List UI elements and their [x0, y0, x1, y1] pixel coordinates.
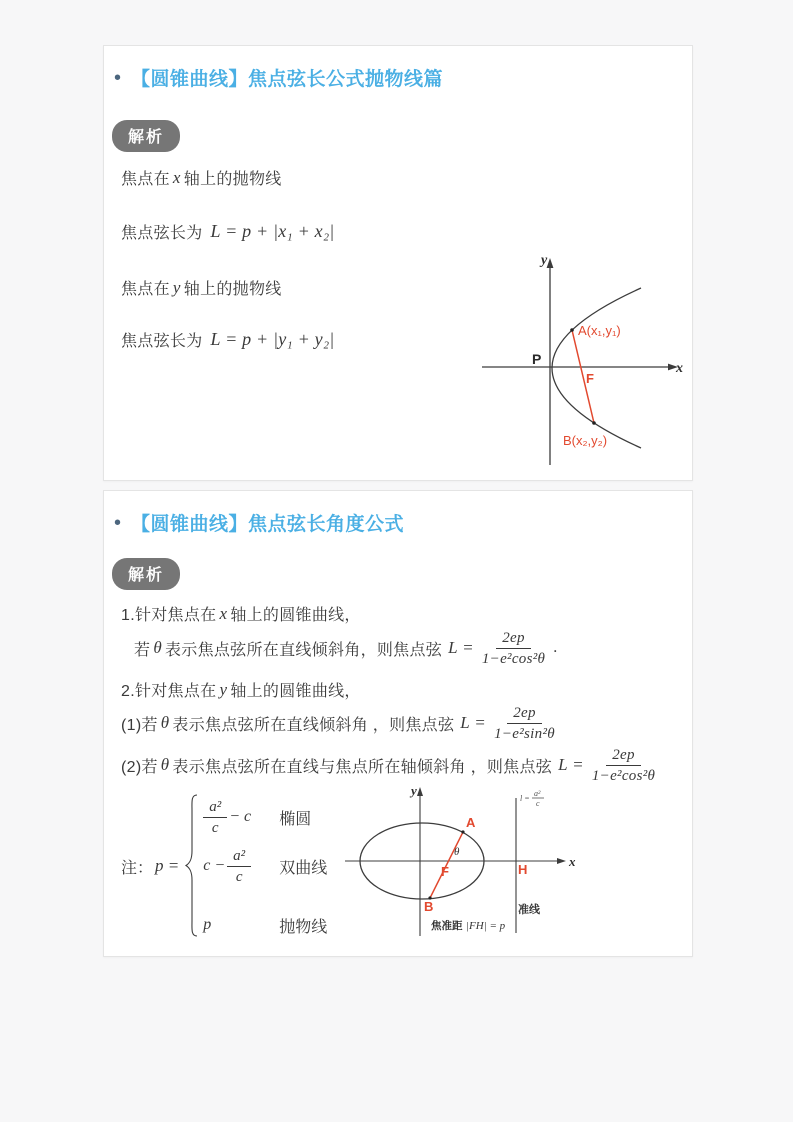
note-row-parabola: p 抛物线: [203, 914, 327, 937]
caption-text: 焦准距: [431, 920, 463, 932]
card2-line5: (2)若 θ 表示焦点弦所在直线与焦点所在轴倾斜角 ，则焦点弦 L = $\frac{2ep}{\text{1−e²cos²θ}}$: [121, 746, 656, 784]
x-axis-label: x: [569, 854, 576, 869]
bullet-icon: •: [114, 511, 122, 534]
focal-chord-formula-x: L = p + |x₁ + x₂|: [210, 221, 335, 241]
y-axis-label: y: [541, 253, 548, 268]
point-a-label: A(x₁,y₁): [578, 323, 621, 338]
card2-title: 【圆锥曲线】焦点弦长角度公式: [131, 514, 405, 535]
formula-lhs: L =: [460, 713, 487, 732]
parabola-diagram: [479, 251, 689, 469]
fraction: $\frac{2ep}{\text{1−e²sin²θ}}$: [494, 704, 555, 742]
point-b-label: B(x₂,y₂): [563, 433, 608, 448]
math-var-theta: θ: [153, 638, 162, 657]
case-name: 椭圆: [279, 810, 312, 828]
math-var: y: [172, 277, 181, 297]
note-label: 注：: [121, 859, 154, 877]
point-b-dot: [592, 421, 596, 425]
card-focal-chord-angle-formula: [103, 490, 693, 957]
point-a-dot: [570, 328, 574, 332]
directrix-eq-lhs: l =: [520, 794, 530, 803]
card1-line3: 焦点在 y 轴上的抛物线: [121, 277, 282, 298]
math-var: x: [172, 167, 181, 187]
formula-lhs: L =: [558, 755, 584, 774]
fraction: $\frac{2ep}{\text{1−e²cos²θ}}$: [481, 629, 546, 667]
directrix-name-label: 准线: [518, 904, 540, 916]
analysis-badge: 解析: [112, 558, 180, 590]
parabola-curve: [552, 288, 641, 448]
analysis-badge: 解析: [112, 120, 180, 152]
math-var: x: [219, 603, 228, 623]
directrix-eq-den: c: [536, 799, 540, 808]
x-axis-label: x: [676, 361, 683, 376]
ellipse-diagram: [341, 784, 601, 946]
math-var-theta: θ: [160, 755, 170, 774]
caption-math: |FH| = p: [466, 920, 506, 932]
note-cases: [203, 796, 327, 937]
card2-line2: 若 θ 表示焦点弦所在直线倾斜角，则焦点弦 L = $\frac{2ep}{\text{1−e²cos²θ}}$ .: [134, 629, 558, 667]
note-row-hyperbola: c − $\frac{\text{a²}}{c}$ 双曲线: [203, 847, 328, 885]
y-axis-arrow-icon: [547, 258, 554, 268]
card1-line1: 焦点在 x 轴上的抛物线: [121, 167, 282, 188]
fraction: $\frac{\text{a²}}{c}$: [203, 798, 227, 837]
p-equals: p =: [155, 856, 180, 875]
card2-line4: (1)若 θ 表示焦点弦所在直线倾斜角 ，则焦点弦 L = $\frac{2ep}{\text{1−e²sin²θ}}$: [121, 704, 555, 742]
math-var: y: [219, 679, 228, 699]
y-axis-arrow-icon: [417, 787, 423, 796]
y-axis-label: y: [411, 783, 417, 798]
focal-chord-formula-y: L = p + |y₁ + y₂|: [210, 329, 335, 349]
focus-label: F: [586, 371, 594, 386]
card-parabola-focal-chord: [103, 45, 693, 481]
card1-line4: 焦点弦长为 L = p + |y₁ + y₂|: [121, 329, 335, 350]
point-a-dot: [461, 830, 464, 833]
vertex-label: P: [532, 351, 542, 367]
card2-title-row: [112, 509, 404, 536]
point-a-label: A: [466, 815, 476, 830]
note-row-ellipse: $\frac{\text{a²}}{c}$ − c 椭圆: [203, 798, 327, 837]
case-name: 双曲线: [279, 859, 328, 877]
case-name: 抛物线: [279, 918, 328, 936]
directrix-eq-num: a²: [534, 789, 541, 798]
bullet-icon: •: [114, 66, 122, 89]
fraction: $\frac{\text{a²}}{c}$: [227, 847, 251, 886]
point-h-label: H: [518, 862, 528, 877]
card2-line3: 2.针对焦点在 y 轴上的圆锥曲线，: [121, 679, 361, 700]
theta-label: θ: [454, 846, 460, 858]
card1-title-row: [112, 64, 443, 91]
card2-line1: 1.针对焦点在 x 轴上的圆锥曲线，: [121, 603, 361, 624]
x-axis-arrow-icon: [557, 858, 566, 864]
fraction: $\frac{2ep}{\text{1−e²cos²θ}}$: [591, 746, 656, 784]
formula-lhs: L =: [448, 638, 474, 657]
point-b-label: B: [424, 899, 434, 914]
math-var-theta: θ: [160, 713, 170, 732]
p-definition-note: [121, 791, 327, 941]
brace-icon: [185, 793, 199, 939]
focus-label: F: [441, 864, 449, 879]
card1-line2: 焦点弦长为 L = p + |x₁ + x₂|: [121, 221, 335, 242]
card1-title: 【圆锥曲线】焦点弦长公式抛物线篇: [131, 69, 444, 90]
